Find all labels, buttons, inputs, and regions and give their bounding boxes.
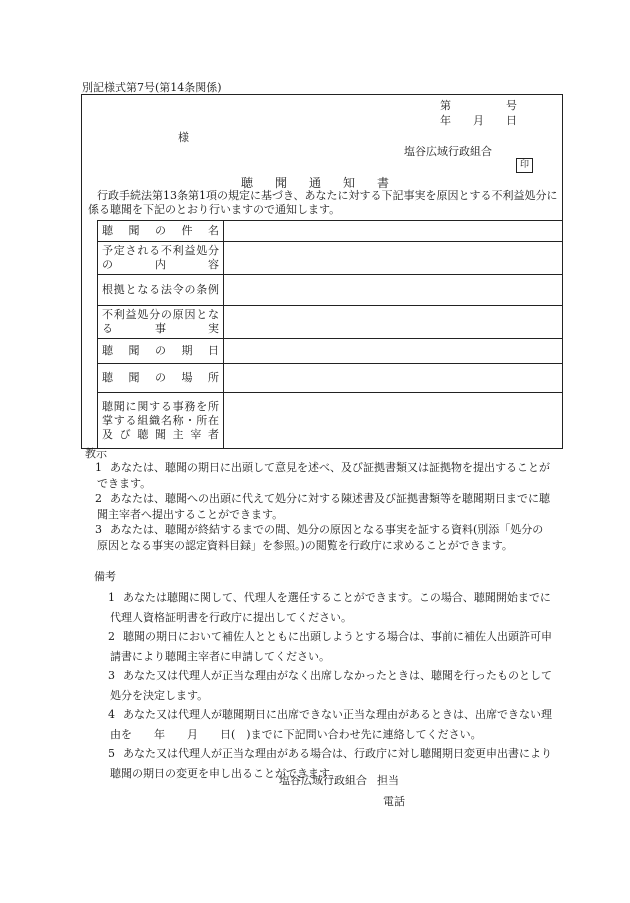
contact-org: 塩谷広域行政組合	[279, 774, 367, 787]
item-text: あなた又は代理人が正当な理由がある場合は、行政庁に対し聴聞期日変更申出書により聴聞の期日の変更を申し出ることができます。	[110, 747, 552, 780]
item-text: あなたは、聴聞の期日に出頭して意見を述べ、及び証拠書類又は証拠物を提出することができます。	[97, 461, 550, 490]
list-item	[85, 522, 550, 553]
list-item	[100, 588, 552, 627]
list-item	[100, 666, 552, 705]
row-value[interactable]	[224, 306, 563, 339]
document-title-text: 聴聞通知書	[240, 176, 411, 190]
contact-person-label: 担当	[377, 774, 399, 787]
item-text: 聴聞の期日において補佐人とともに出頭しようとする場合は、事前に補佐人出頭許可申請書により聴聞主宰者に申請してください。	[110, 630, 552, 663]
item-number: 1	[95, 461, 102, 474]
seal-mark: 印	[516, 158, 533, 173]
row-value[interactable]	[224, 393, 563, 449]
item-number: 5	[108, 747, 115, 760]
table-row	[98, 275, 563, 306]
addressee-suffix: 様	[178, 131, 189, 144]
row-label: 聴聞に関する事務を所掌する組織名称・所在及び聴聞主宰者	[98, 393, 224, 449]
item-number: 2	[95, 492, 102, 505]
list-item	[85, 491, 550, 522]
remarks-heading: 備考	[94, 570, 116, 583]
row-label: 予定される不利益処分の内容	[98, 242, 224, 275]
document-date: 年 月 日	[440, 114, 517, 127]
contact-org-line	[279, 774, 399, 789]
list-item	[100, 705, 552, 744]
table-row	[98, 364, 563, 393]
item-text: あなたは聴聞に関して、代理人を選任することができます。この場合、聴聞開始までに代理人資格証明書を行政庁に提出してください。	[110, 591, 551, 624]
row-value[interactable]	[224, 339, 563, 364]
item-text: あなたは、聴聞が終結するまでの間、処分の原因となる事実を証する資料(別添「処分の原因となる事実の認定資料目録」を参照。)の閲覧を行政庁に求めることができます。	[97, 523, 544, 552]
table-row	[98, 393, 563, 449]
item-number: 3	[95, 523, 102, 536]
item-number: 1	[108, 591, 115, 604]
item-text: あなた又は代理人が正当な理由がなく出席しなかったときは、聴聞を行ったものとして処分を決定します。	[110, 669, 552, 702]
list-item	[85, 460, 550, 491]
row-value[interactable]	[224, 221, 563, 242]
item-number: 2	[108, 630, 115, 643]
table-row	[98, 221, 563, 242]
notice-body: 行政手続法第13条第1項の規定に基づき、あなたに対する下記事実を原因とする不利益処分に係る聴聞を下記のとおり行いますので通知します。	[88, 189, 558, 216]
item-number: 3	[108, 669, 115, 682]
item-text: あなた又は代理人が聴聞期日に出席できない正当な理由があるときは、出席できない理由を 年 月 日( )までに下記問い合わせ先に連絡してください。	[110, 708, 552, 741]
row-label: 聴聞の場所	[98, 364, 224, 393]
row-value[interactable]	[224, 242, 563, 275]
contact-phone-label: 電話	[383, 795, 405, 808]
row-label: 不利益処分の原因となる事実	[98, 306, 224, 339]
table-row	[98, 339, 563, 364]
row-value[interactable]	[224, 275, 563, 306]
row-label: 聴聞の期日	[98, 339, 224, 364]
issuer-name: 塩谷広域行政組合	[404, 145, 492, 158]
form-caption: 別記様式第7号(第14条関係)	[82, 81, 222, 94]
row-value[interactable]	[224, 364, 563, 393]
instructions-heading: 教示	[85, 447, 107, 460]
list-item	[100, 627, 552, 666]
instructions-list	[85, 460, 550, 553]
item-text: あなたは、聴聞への出頭に代えて処分に対する陳述書及び証拠書類等を聴聞期日までに聴聞主宰者へ提出することができます。	[97, 492, 550, 521]
table-row	[98, 306, 563, 339]
row-label: 根拠となる法令の条例	[98, 275, 224, 306]
item-number: 4	[108, 708, 115, 721]
hearing-details-table	[97, 220, 563, 449]
document-number: 第 号	[440, 99, 517, 112]
row-label: 聴聞の件名	[98, 221, 224, 242]
remarks-list	[100, 588, 552, 783]
table-row	[98, 242, 563, 275]
